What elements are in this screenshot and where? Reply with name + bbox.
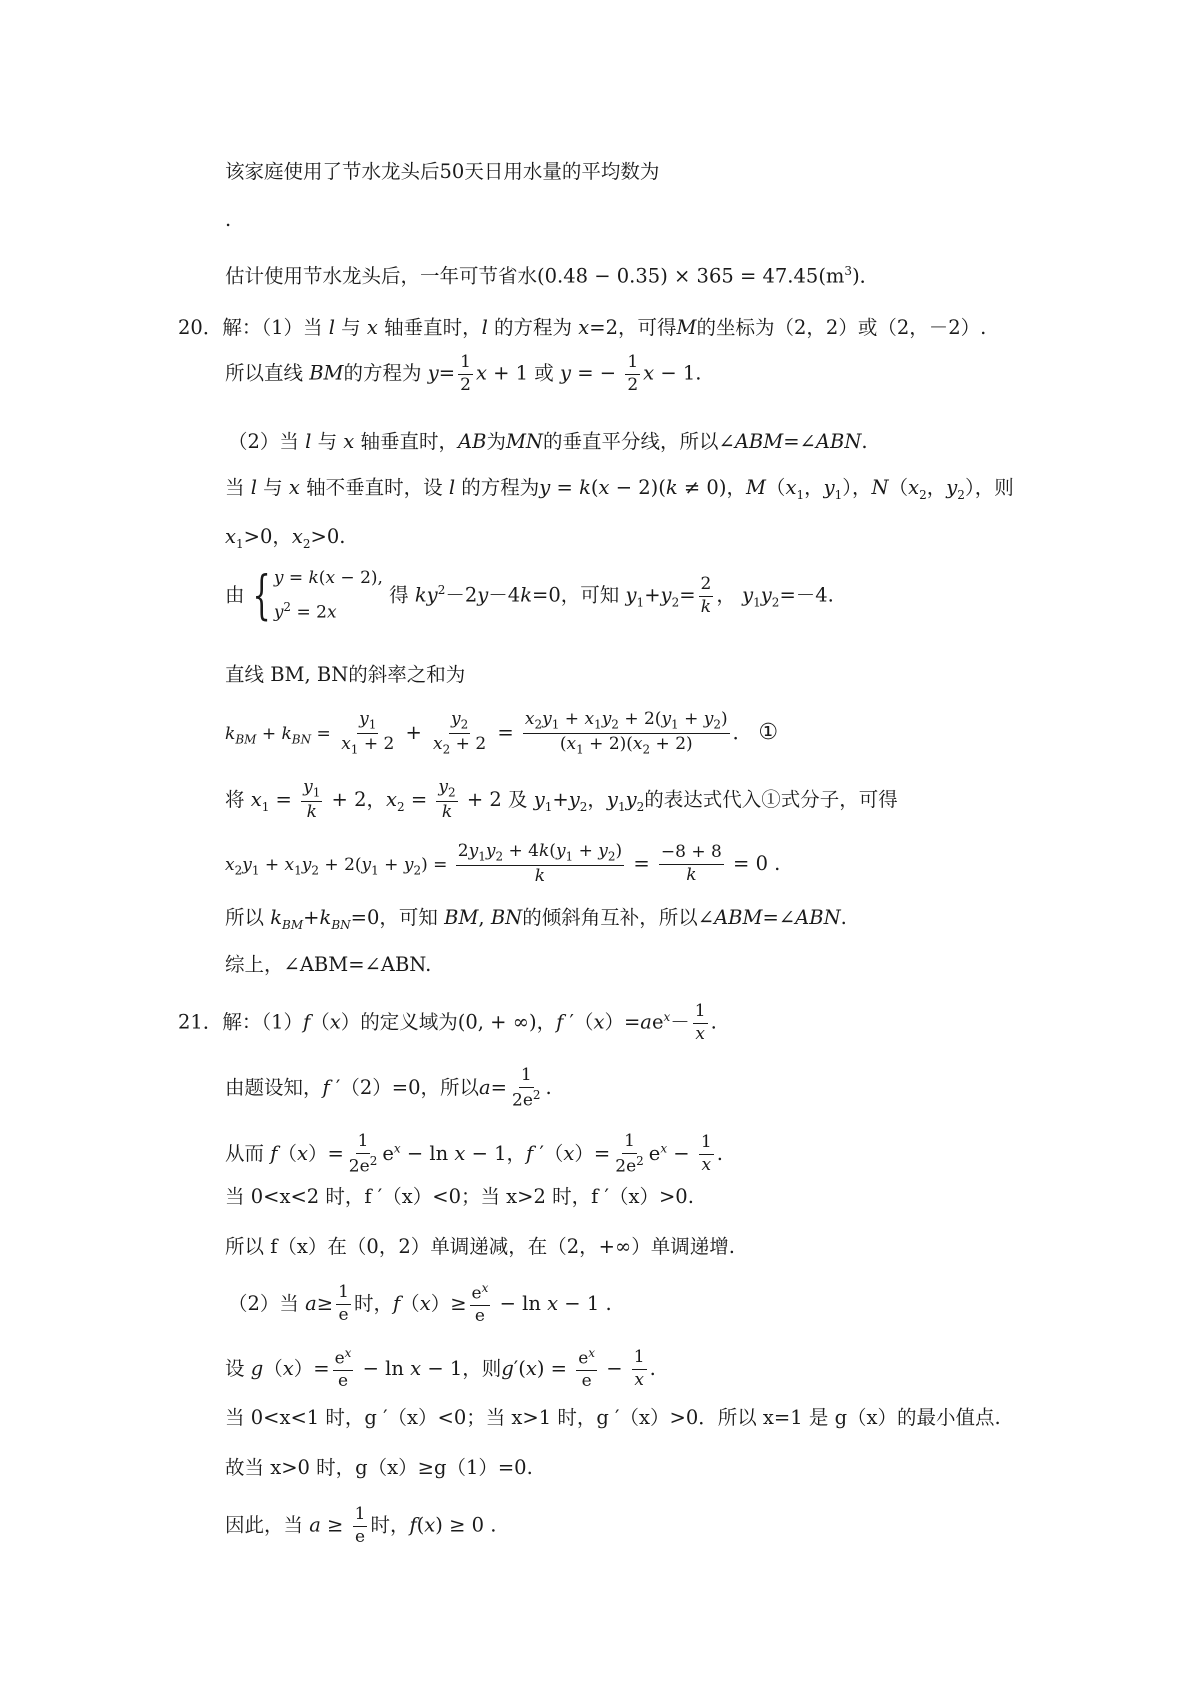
text-line: 当 l 与 x 轴不垂直时，设 l 的方程为y = k(x − 2)(k ≠ 0)，$M(x_1$，$y_1$），$N(x_2$，$y_2$），则	[225, 476, 1014, 502]
formula-line: 设 g（x）= $\frac{e^x}{e}$ − ln x − 1，则g′(x) = $\frac{e^x}{e}$ − $\frac{1}{x}$ .	[225, 1346, 656, 1392]
text: )	[852, 264, 860, 288]
text-line	[225, 1408, 1001, 1428]
text-line: （2）当 l 与 x 轴垂直时，AB为MN的垂直平分线，所以∠ABM=∠ABN.	[228, 430, 868, 453]
text: 该家庭使用了节水龙头后50天日用水量的平均数为	[225, 160, 660, 183]
text: 因此，当	[225, 1513, 304, 1537]
text: .	[225, 208, 232, 231]
text: 为	[486, 430, 506, 453]
text-line	[225, 955, 431, 975]
text: ，可知	[560, 583, 620, 607]
text: 当	[225, 476, 245, 499]
text: 当 0<x<2 时，f ′（x）<0；当 x>2 时，f ′（x）>0.	[225, 1185, 694, 1208]
text: .	[695, 361, 702, 385]
formula: (0.48 − 0.35) × 365 = 47.45(m	[537, 264, 845, 288]
question-number: 21．	[178, 1010, 223, 1034]
text: 故当 x>0 时，g（x）≥g（1）=0.	[225, 1456, 533, 1479]
text: 时，	[370, 1513, 410, 1537]
text: 综上，∠ABM=∠ABN.	[225, 953, 432, 976]
question-20-line: 20．解：（1）当 l 与 x 轴垂直时，l 的方程为 x=2，可得M的坐标为（2，2）或（2，－2）.	[178, 316, 987, 339]
text: 由题设知，	[225, 1075, 323, 1099]
text: 直线 BM, BN的斜率之和为	[225, 663, 466, 686]
text: 的方程为	[461, 476, 540, 499]
text: 的方程为	[494, 316, 573, 339]
text-line: 所以直线 BM的方程为 y= $\frac{1}{2}$ x + 1 或 y = − $\frac{1}{2}$ x − 1.	[225, 352, 702, 395]
text: 所以 f（x）在（0，2）单调递减，在（2，+∞）单调递增.	[225, 1235, 735, 1258]
text: 由	[225, 583, 245, 607]
equation-marker: ①	[758, 720, 779, 746]
text: 与	[263, 476, 283, 499]
text: 的表达式代入①式分子，可得	[644, 787, 898, 811]
text: ，	[536, 1010, 557, 1034]
text: 当 0<x<1 时，g ′（x）<0；当 x>1 时，g ′（x）>0．所以 x=1 是 g（x）的最小值点.	[225, 1406, 1001, 1429]
text: 估计使用节水龙头后，一年可节省水	[225, 264, 538, 288]
text: 得	[389, 583, 409, 607]
text: 的垂直平分线，所以∠	[542, 430, 735, 453]
text: 所以	[225, 906, 265, 929]
text-line	[225, 1187, 694, 1207]
text: 轴垂直时，	[384, 316, 482, 339]
formula-line: 将 $x_1$ = $\frac{y_1}{k}$ + 2，$x_2$ = $\frac{y_2}{k}$ + 2 及 $y_1+y_2$，$y_1y_2$的表达式代入①式分子，可得	[225, 777, 898, 823]
formula-line: $k_{BM} + k_{BN}$ = $\frac{y_1}{x_1 + 2}$ + $\frac{y_2}{x_2 + 2}$ = $\frac{x_2y_1 + x_1y_2 + 2(y_1 + y_2)}{(x_1 + 2)(x_2 + 2)}$ ． ①	[225, 709, 779, 757]
text: .	[861, 430, 868, 453]
text: ，则	[462, 1356, 502, 1380]
text-line: 估计使用节水龙头后，一年可节省水$(0.48 - 0.35) \times 365 = 47.45(m^3)$．	[225, 264, 880, 288]
text: 或	[534, 361, 554, 385]
text: ，可知	[379, 906, 438, 929]
text: =∠	[783, 430, 816, 453]
formula-line: （2）当 a≥ $\frac{1}{e}$ 时，f（x）≥ $\frac{e^x}{e}$ − ln x − 1 .	[228, 1281, 612, 1327]
text: （2）当	[228, 1291, 299, 1315]
text-line: $x_1>0$，$x_2>0$.	[225, 525, 346, 551]
text: 时，	[353, 1291, 393, 1315]
question-21-line: 21．解：（1）f（x）的定义域为(0, + ∞)，f $'(x)=ae^x-$ $\frac{1}{x}$ .	[178, 1001, 717, 1044]
equation-system-line: 由 { y = k(x − 2), $y^2 = 2x$ 得 $ky^2-2y-4k=0$，可知 $y_1+y_2=$ $\frac{2}{k}$ ， $y_1y_2=-4$.	[225, 566, 834, 626]
text: ，	[716, 583, 736, 607]
text: 及	[508, 787, 528, 811]
text: ，可得	[618, 316, 677, 339]
text: 的方程为	[343, 361, 422, 385]
text: ，则	[974, 476, 1014, 499]
text-line	[225, 210, 231, 230]
text-line	[225, 1237, 735, 1257]
text: 轴不垂直时，设	[306, 476, 443, 499]
text: 设	[225, 1356, 245, 1380]
text: 轴垂直时，	[360, 430, 459, 453]
text-line	[225, 1458, 533, 1478]
text: ．	[732, 721, 753, 745]
formula-line: 因此，当 a ≥ $\frac{1}{e}$ 时，f(x) ≥ 0 .	[225, 1504, 497, 1547]
text: 将	[225, 787, 245, 811]
text: 解：（1）当	[222, 316, 323, 339]
text-line	[225, 162, 659, 182]
text-line: 所以 $k_{BM}+k_{BN}=0$，可知 BM, BN的倾斜角互补，所以∠ABM=∠ABN.	[225, 906, 847, 932]
text: 解：（1）	[222, 1010, 303, 1034]
text: 的倾斜角互补，所以∠	[522, 906, 715, 929]
formula-line: 从而 f（x）= $\frac{1}{2e^2}$ $e^x - \ln x - 1$，f ′（x）= $\frac{1}{2e^2}$ $e^x$ − $\frac{1}{x}$ .	[225, 1131, 723, 1177]
text: 的定义域为	[360, 1010, 458, 1034]
equation-system: { y = k(x − 2), $y^2 = 2x$	[252, 566, 383, 626]
question-number: 20．	[178, 316, 223, 339]
text: ．	[859, 264, 880, 288]
text-line: 由题设知，f ′（2）=0，所以a= $\frac{1}{2e^2}$ .	[225, 1065, 552, 1111]
text: （2）=0，所以	[340, 1075, 480, 1099]
formula-line: $x_2y_1 + x_1y_2 + 2(y_1 + y_2)$ = $\frac{2y_1y_2 + 4k(y_1 + y_2)}{k}$ = $\frac{-8 + 8}{k}$ = 0 .	[225, 841, 781, 887]
text: 从而	[225, 1141, 265, 1165]
text-line	[225, 665, 465, 685]
text: 的坐标为（2，2）或（2，－2）.	[696, 316, 987, 339]
text: 所以直线	[225, 361, 304, 385]
text: 与	[317, 430, 338, 453]
text: （2）当	[228, 430, 299, 453]
text: 与	[341, 316, 361, 339]
